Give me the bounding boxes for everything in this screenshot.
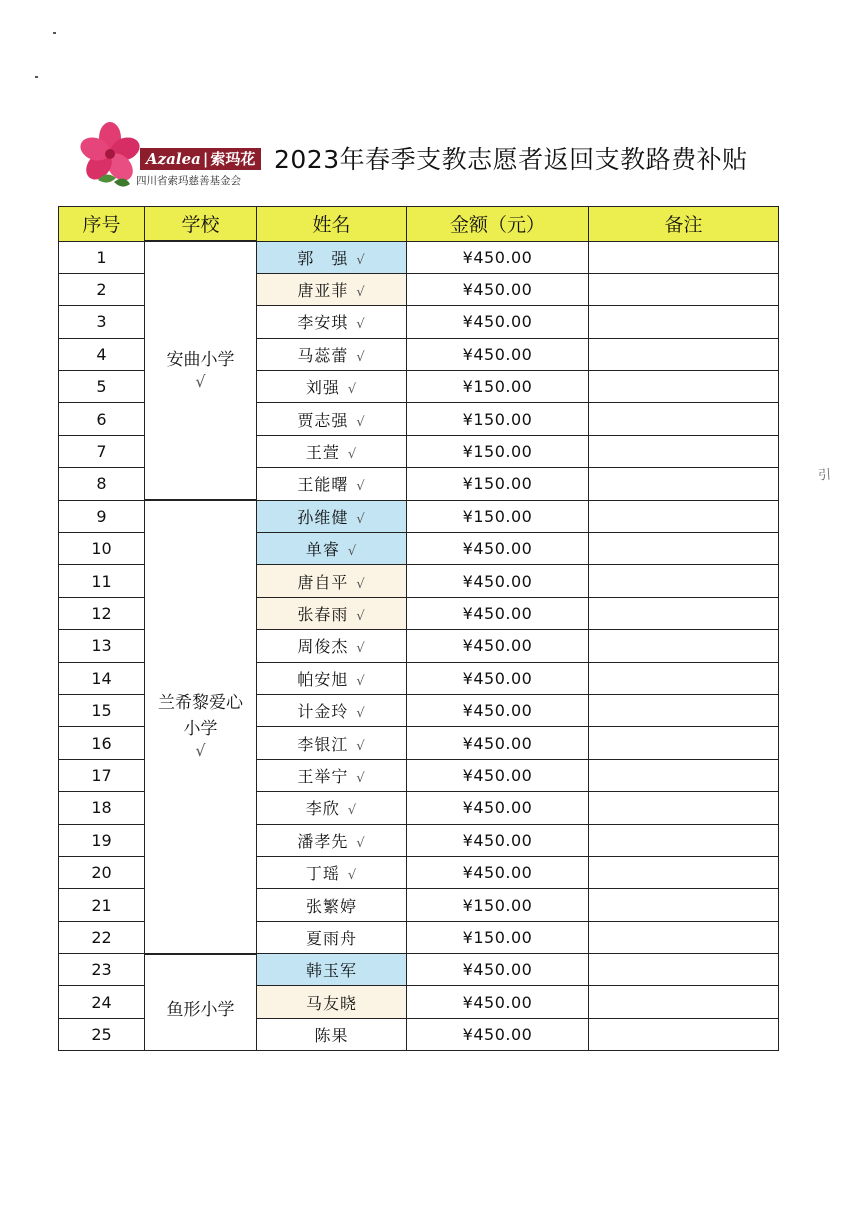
remark-cell — [589, 338, 779, 370]
check-mark: √ — [356, 576, 366, 592]
volunteer-name: 李安琪 — [297, 313, 349, 333]
row-number: 12 — [59, 597, 145, 629]
remark-cell — [589, 759, 779, 791]
amount-cell: ¥450.00 — [407, 727, 589, 759]
header-no: 序号 — [59, 207, 145, 242]
volunteer-name-cell — [257, 533, 407, 565]
check-mark: √ — [356, 770, 366, 786]
remark-cell — [589, 533, 779, 565]
row-number: 20 — [59, 856, 145, 888]
row-number: 22 — [59, 921, 145, 953]
scan-speck — [53, 32, 56, 34]
amount-cell: ¥450.00 — [407, 662, 589, 694]
volunteer-name: 李银江 — [297, 734, 349, 754]
table-row — [59, 241, 779, 273]
volunteer-name: 周俊杰 — [297, 637, 349, 657]
volunteer-name-cell — [257, 435, 407, 467]
check-mark: √ — [356, 641, 366, 657]
remark-cell — [589, 306, 779, 338]
amount-cell: ¥150.00 — [407, 921, 589, 953]
row-number: 19 — [59, 824, 145, 856]
row-number: 25 — [59, 1018, 145, 1050]
amount-cell: ¥450.00 — [407, 792, 589, 824]
amount-cell: ¥150.00 — [407, 403, 589, 435]
amount-cell: ¥450.00 — [407, 824, 589, 856]
amount-cell: ¥450.00 — [407, 533, 589, 565]
remark-cell — [589, 792, 779, 824]
amount-cell: ¥450.00 — [407, 954, 589, 986]
logo-brand-en: Azalea — [146, 150, 201, 168]
volunteer-name: 计金玲 — [297, 702, 349, 722]
row-number: 10 — [59, 533, 145, 565]
volunteer-name: 马友晓 — [305, 993, 357, 1013]
row-number: 7 — [59, 435, 145, 467]
remark-cell — [589, 824, 779, 856]
amount-cell: ¥450.00 — [407, 273, 589, 305]
amount-cell: ¥450.00 — [407, 856, 589, 888]
amount-cell: ¥450.00 — [407, 565, 589, 597]
row-number: 15 — [59, 694, 145, 726]
volunteer-name: 帕安旭 — [297, 669, 349, 689]
check-mark: √ — [347, 382, 358, 398]
volunteer-name: 郭 强 — [297, 248, 349, 268]
remark-cell — [589, 1018, 779, 1050]
volunteer-name: 张春雨 — [297, 604, 349, 624]
remark-cell — [589, 889, 779, 921]
remark-cell — [589, 727, 779, 759]
school-cell — [145, 500, 257, 953]
row-number: 2 — [59, 273, 145, 305]
volunteer-name: 丁瑶 — [305, 864, 340, 884]
volunteer-name: 张繁婷 — [305, 896, 357, 916]
amount-cell: ¥450.00 — [407, 338, 589, 370]
amount-cell: ¥150.00 — [407, 435, 589, 467]
subsidy-table — [58, 206, 779, 1051]
amount-cell: ¥150.00 — [407, 889, 589, 921]
volunteer-name-cell — [257, 403, 407, 435]
remark-cell — [589, 468, 779, 500]
amount-cell: ¥450.00 — [407, 1018, 589, 1050]
volunteer-name: 王能曙 — [297, 475, 349, 495]
volunteer-name-cell — [257, 954, 407, 986]
school-cell — [145, 954, 257, 1051]
volunteer-name-cell — [257, 856, 407, 888]
volunteer-name-cell — [257, 371, 407, 403]
check-mark: √ — [347, 544, 358, 560]
volunteer-name-cell — [257, 889, 407, 921]
check-mark: √ — [356, 673, 366, 689]
check-mark: √ — [356, 285, 366, 301]
volunteer-name-cell — [257, 565, 407, 597]
check-mark: √ — [195, 740, 206, 760]
header-name: 姓名 — [257, 207, 407, 242]
header-remark: 备注 — [589, 207, 779, 242]
volunteer-name: 单睿 — [305, 540, 340, 560]
row-number: 9 — [59, 500, 145, 532]
volunteer-name-cell — [257, 468, 407, 500]
check-mark: √ — [356, 706, 366, 722]
volunteer-name: 孙维健 — [297, 507, 349, 527]
check-mark: √ — [356, 511, 366, 527]
volunteer-name-cell — [257, 1018, 407, 1050]
row-number: 16 — [59, 727, 145, 759]
volunteer-name: 潘孝先 — [297, 831, 349, 851]
document-title: 2023年春季支教志愿者返回支教路费补贴 — [274, 145, 748, 174]
volunteer-name: 王举宁 — [297, 766, 349, 786]
row-number: 5 — [59, 371, 145, 403]
check-mark: √ — [347, 868, 358, 884]
foundation-logo — [78, 118, 278, 196]
amount-cell: ¥150.00 — [407, 500, 589, 532]
school-name: 兰希黎爱心小学 — [158, 692, 243, 739]
volunteer-name-cell — [257, 824, 407, 856]
check-mark: √ — [356, 349, 366, 365]
row-number: 23 — [59, 954, 145, 986]
check-mark: √ — [356, 608, 366, 624]
row-number: 4 — [59, 338, 145, 370]
table-row — [59, 500, 779, 532]
volunteer-name: 贾志强 — [297, 410, 349, 430]
volunteer-name-cell — [257, 727, 407, 759]
amount-cell: ¥450.00 — [407, 759, 589, 791]
amount-cell: ¥450.00 — [407, 986, 589, 1018]
document-header — [78, 118, 798, 198]
amount-cell: ¥150.00 — [407, 468, 589, 500]
row-number: 24 — [59, 986, 145, 1018]
check-mark: √ — [347, 447, 358, 463]
volunteer-name: 唐自平 — [297, 572, 349, 592]
remark-cell — [589, 371, 779, 403]
volunteer-name-cell — [257, 921, 407, 953]
remark-cell — [589, 403, 779, 435]
volunteer-name-cell — [257, 241, 407, 273]
check-mark: √ — [356, 317, 366, 333]
remark-cell — [589, 241, 779, 273]
row-number: 8 — [59, 468, 145, 500]
row-number: 13 — [59, 630, 145, 662]
remark-cell — [589, 856, 779, 888]
row-number: 14 — [59, 662, 145, 694]
amount-cell: ¥150.00 — [407, 371, 589, 403]
margin-handwriting: 引 — [817, 467, 832, 484]
check-mark: √ — [356, 414, 366, 430]
school-name: 安曲小学 — [166, 349, 235, 370]
row-number: 17 — [59, 759, 145, 791]
amount-cell: ¥450.00 — [407, 694, 589, 726]
azalea-flower-icon — [80, 120, 144, 194]
remark-cell — [589, 694, 779, 726]
logo-foundation-name: 四川省索玛慈善基金会 — [136, 175, 241, 187]
volunteer-name: 马蕊蕾 — [297, 345, 349, 365]
remark-cell — [589, 273, 779, 305]
table-header-row — [59, 207, 779, 242]
header-amount: 金额（元） — [407, 207, 589, 242]
volunteer-name-cell — [257, 759, 407, 791]
check-mark: √ — [347, 803, 358, 819]
row-number: 21 — [59, 889, 145, 921]
row-number: 1 — [59, 241, 145, 273]
amount-cell: ¥450.00 — [407, 630, 589, 662]
remark-cell — [589, 986, 779, 1018]
volunteer-name-cell — [257, 306, 407, 338]
remark-cell — [589, 597, 779, 629]
table-row — [59, 954, 779, 986]
logo-brand-cn: 索玛花 — [210, 150, 256, 168]
remark-cell — [589, 630, 779, 662]
check-mark: √ — [356, 252, 366, 268]
check-mark: √ — [356, 835, 366, 851]
volunteer-name-cell — [257, 662, 407, 694]
amount-cell: ¥450.00 — [407, 597, 589, 629]
row-number: 6 — [59, 403, 145, 435]
volunteer-name-cell — [257, 597, 407, 629]
volunteer-name: 唐亚菲 — [297, 281, 349, 301]
remark-cell — [589, 954, 779, 986]
volunteer-name-cell — [257, 273, 407, 305]
amount-cell: ¥450.00 — [407, 241, 589, 273]
check-mark: √ — [356, 479, 366, 495]
remark-cell — [589, 565, 779, 597]
remark-cell — [589, 921, 779, 953]
volunteer-name-cell — [257, 630, 407, 662]
volunteer-name-cell — [257, 338, 407, 370]
logo-brand-bar: Azalea | 索玛花 — [140, 148, 261, 170]
remark-cell — [589, 500, 779, 532]
row-number: 11 — [59, 565, 145, 597]
volunteer-name-cell — [257, 500, 407, 532]
volunteer-name: 韩玉军 — [305, 961, 357, 981]
volunteer-name: 李欣 — [305, 799, 340, 819]
check-mark: √ — [356, 738, 366, 754]
volunteer-name-cell — [257, 986, 407, 1018]
remark-cell — [589, 435, 779, 467]
remark-cell — [589, 662, 779, 694]
row-number: 18 — [59, 792, 145, 824]
volunteer-name-cell — [257, 792, 407, 824]
volunteer-name: 王萱 — [305, 443, 340, 463]
school-cell — [145, 241, 257, 500]
volunteer-name: 夏雨舟 — [305, 928, 357, 948]
school-name: 鱼形小学 — [166, 1000, 235, 1021]
volunteer-name: 刘强 — [305, 378, 340, 398]
volunteer-name-cell — [257, 694, 407, 726]
volunteer-name: 陈果 — [314, 1026, 349, 1046]
scan-speck — [35, 76, 38, 78]
header-school: 学校 — [145, 207, 257, 242]
amount-cell: ¥450.00 — [407, 306, 589, 338]
row-number: 3 — [59, 306, 145, 338]
check-mark: √ — [195, 371, 206, 391]
